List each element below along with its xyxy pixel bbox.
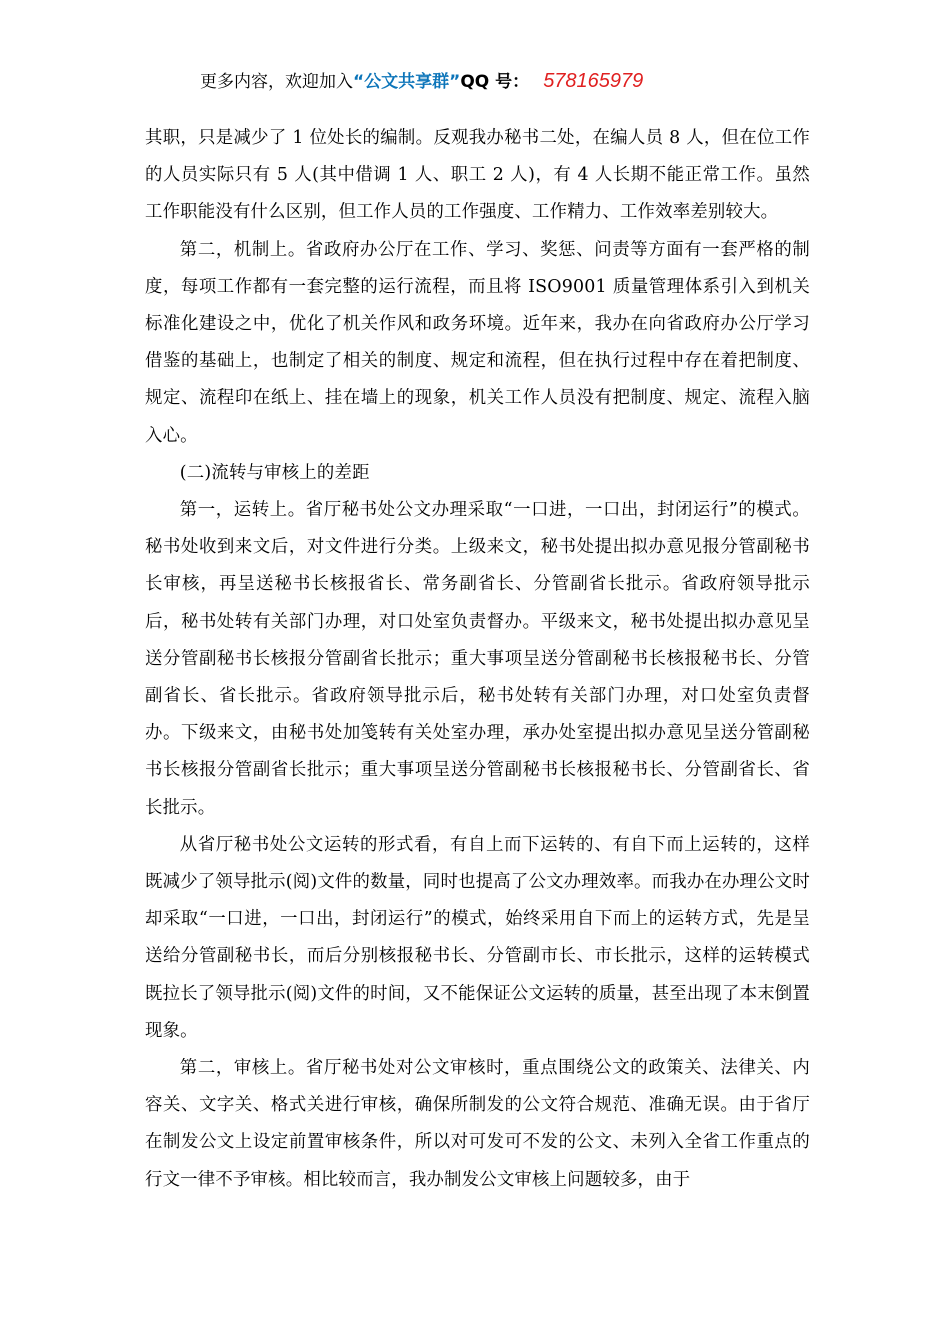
document-body <box>145 120 810 1199</box>
paragraph: 从省厅秘书处公文运转的形式看，有自上而下运转的、有自下而上运转的，这样既减少了领导批示(阅)文件的数量，同时也提高了公文办理效率。而我办在办理公文时却采取“一口进，一口出，封闭运行”的模式，始终采用自下而上的运转方式，先是呈送给分管副秘书长，而后分别核报秘书长、分管副市长、市长批示，这样的运转模式既拉长了领导批示(阅)文件的时间，又不能保证公文运转的质量，甚至出现了本末倒置现象。 <box>145 834 810 1041</box>
paragraph: 第一，运转上。省厅秘书处公文办理采取“一口进，一口出，封闭运行”的模式。秘书处收到来文后，对文件进行分类。上级来文，秘书处提出拟办意见报分管副秘书长审核，再呈送秘书长核报省长、常务副省长、分管副省长批示。省政府领导批示后，秘书处转有关部门办理，对口处室负责督办。平级来文，秘书处提出拟办意见呈送分管副秘书长核报分管副省长批示；重大事项呈送分管副秘书长核报秘书长、分管副省长、省长批示。省政府领导批示后，秘书处转有关部门办理，对口处室负责督办。下级来文，由秘书处加笺转有关处室办理，承办处室提出拟办意见呈送分管副秘书长核报分管副省长批示；重大事项呈送分管副秘书长核报秘书长、分管副省长、省长批示。 <box>145 500 810 818</box>
section-heading: (二)流转与审核上的差距 <box>179 462 370 483</box>
header-intro: 更多内容，欢迎加入 <box>200 72 353 92</box>
paragraph: 第二，机制上。省政府办公厅在工作、学习、奖惩、问责等方面有一套严格的制度，每项工作都有一套完整的运行流程，而且将 ISO9001 质量管理体系引入到机关标准化建设之中，优化了机关作风和政务环境。近年来，我办在向省政府办公厅学习借鉴的基础上，也制定了相关的制度、规定和流程，但在执行过程中存在着把制度、规定、流程印在纸上、挂在墙上的现象，机关工作人员没有把制度、规定、流程入脑入心。 <box>145 239 810 446</box>
header-qq-number: 578165979 <box>543 70 644 92</box>
header-group-name: “公文共享群” <box>353 72 461 92</box>
paragraph: 第二，审核上。省厅秘书处对公文审核时，重点围绕公文的政策关、法律关、内容关、文字关、格式关进行审核，确保所制发的公文符合规范、准确无误。由于省厅在制发公文上设定前置审核条件，所以对可发可不发的公文、未列入全省工作重点的行文一律不予审核。相比较而言，我办制发公文审核上问题较多，由于 <box>145 1058 810 1190</box>
header-qq-label: QQ 号： <box>460 72 530 92</box>
page-header <box>200 66 643 97</box>
paragraph: 其职，只是减少了 1 位处长的编制。反观我办秘书二处，在编人员 8 人，但在位工作的人员实际只有 5 人(其中借调 1 人、职工 2 人)，有 4 人长期不能正常工作。虽然工作职能没有什么区别，但工作人员的工作强度、工作精力、工作效率差别较大。 <box>145 128 810 223</box>
